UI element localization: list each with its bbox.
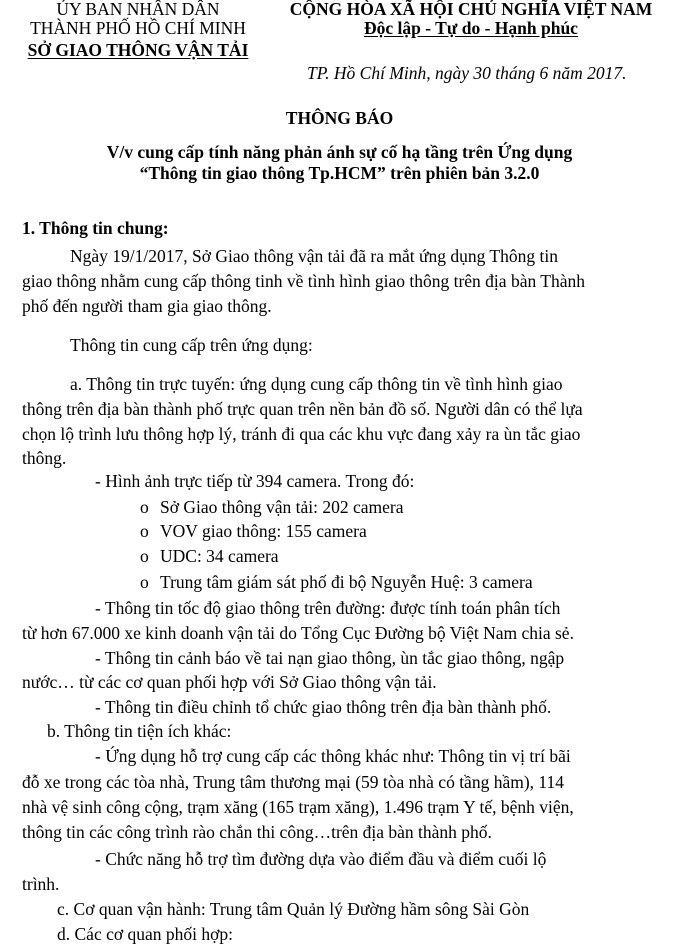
paragraph-line: giao thông nhằm cung cấp thông tinh về tình hình giao thông trên địa bàn Thành xyxy=(22,271,585,291)
national-motto: Độc lập - Tự do - Hạnh phúc xyxy=(364,18,578,38)
camera-list-item: o UDC: 34 camera xyxy=(140,546,279,566)
paragraph-line: thông tin các công trình rào chắn thi công…trên địa bàn thành phố. xyxy=(22,822,492,842)
document-subject-line1: V/v cung cấp tính năng phản ánh sự cố hạ tầng trên Ứng dụng xyxy=(106,142,573,162)
agency-name-line1: ỦY BAN NHÂN DÂN xyxy=(56,0,220,19)
document-subject-line2: “Thông tin giao thông Tp.HCM” trên phiên bản 3.2.0 xyxy=(139,163,540,183)
agency-name-line2: THÀNH PHỐ HỒ CHÍ MINH xyxy=(30,18,246,38)
document-date: TP. Hồ Chí Minh, ngày 30 tháng 6 năm 2017. xyxy=(307,63,627,83)
paragraph-line: chọn lộ trình lưu thông hợp lý, tránh đi qua các khu vực đang xảy ra ùn tắc giao xyxy=(22,424,581,444)
circle-bullet-icon: o xyxy=(140,521,149,541)
paragraph-line: thông trên địa bàn thành phố trực quan trên nền bản đồ số. Người dân có thể lựa xyxy=(22,399,583,419)
paragraph-line: - Ứng dụng hỗ trợ cung cấp các thông khác như: Thông tin vị trí bãi xyxy=(95,746,571,766)
paragraph-line: - Thông tin cảnh báo về tai nạn giao thông, ùn tắc giao thông, ngập xyxy=(95,648,565,668)
paragraph-line: đỗ xe trong các tòa nhà, Trung tâm thương mại (59 tòa nhà có tầng hầm), 114 xyxy=(22,772,565,792)
agency-department: SỞ GIAO THÔNG VẬN TẢI xyxy=(27,40,249,60)
paragraph-line: - Thông tin điều chỉnh tổ chức giao thông trên địa bàn thành phố. xyxy=(95,697,552,717)
paragraph-line: trình. xyxy=(22,874,60,894)
paragraph-line: nhà vệ sinh công cộng, trạm xăng (165 trạm xăng), 1.496 trạm Y tế, bệnh viện, xyxy=(22,797,574,817)
paragraph-line: Thông tin cung cấp trên ứng dụng: xyxy=(70,335,313,355)
paragraph-line: - Thông tin tốc độ giao thông trên đường: được tính toán phân tích xyxy=(95,598,561,618)
camera-list-item: o Sở Giao thông vận tải: 202 camera xyxy=(140,497,404,517)
camera-list-item: o Trung tâm giám sát phố đi bộ Nguyễn Huệ: 3 camera xyxy=(140,572,533,592)
document-title: THÔNG BÁO xyxy=(285,108,394,128)
paragraph-line: c. Cơ quan vận hành: Trung tâm Quản lý Đường hầm sông Sài Gòn xyxy=(57,899,530,919)
circle-bullet-icon: o xyxy=(140,546,149,566)
paragraph-line: thông. xyxy=(22,448,67,468)
paragraph-line: d. Các cơ quan phối hợp: xyxy=(57,924,233,944)
circle-bullet-icon: o xyxy=(140,497,149,517)
national-title: CỘNG HÒA XÃ HỘI CHỦ NGHĨA VIỆT NAM xyxy=(289,0,653,19)
paragraph-line: nước… từ các cơ quan phối hợp với Sở Giao thông vận tải. xyxy=(22,672,437,692)
paragraph-line: a. Thông tin trực tuyến: ứng dụng cung cấp thông tin về tình hình giao xyxy=(70,374,563,394)
camera-list-item: o VOV giao thông: 155 camera xyxy=(140,521,367,541)
circle-bullet-icon: o xyxy=(140,572,149,592)
list-item: - Hình ảnh trực tiếp từ 394 camera. Trong đó: xyxy=(95,471,415,491)
paragraph-line: - Chức năng hỗ trợ tìm đường dựa vào điểm đầu và điểm cuối lộ xyxy=(95,849,547,869)
section-heading: 1. Thông tin chung: xyxy=(22,218,169,238)
paragraph-line: từ hơn 67.000 xe kinh doanh vận tải do Tổng Cục Đường bộ Việt Nam chia sẻ. xyxy=(22,623,574,643)
subsection-heading: b. Thông tin tiện ích khác: xyxy=(47,721,232,741)
paragraph-line: Ngày 19/1/2017, Sở Giao thông vận tải đã ra mắt ứng dụng Thông tin xyxy=(70,246,558,266)
paragraph-line: phố đến người tham gia giao thông. xyxy=(22,296,272,316)
